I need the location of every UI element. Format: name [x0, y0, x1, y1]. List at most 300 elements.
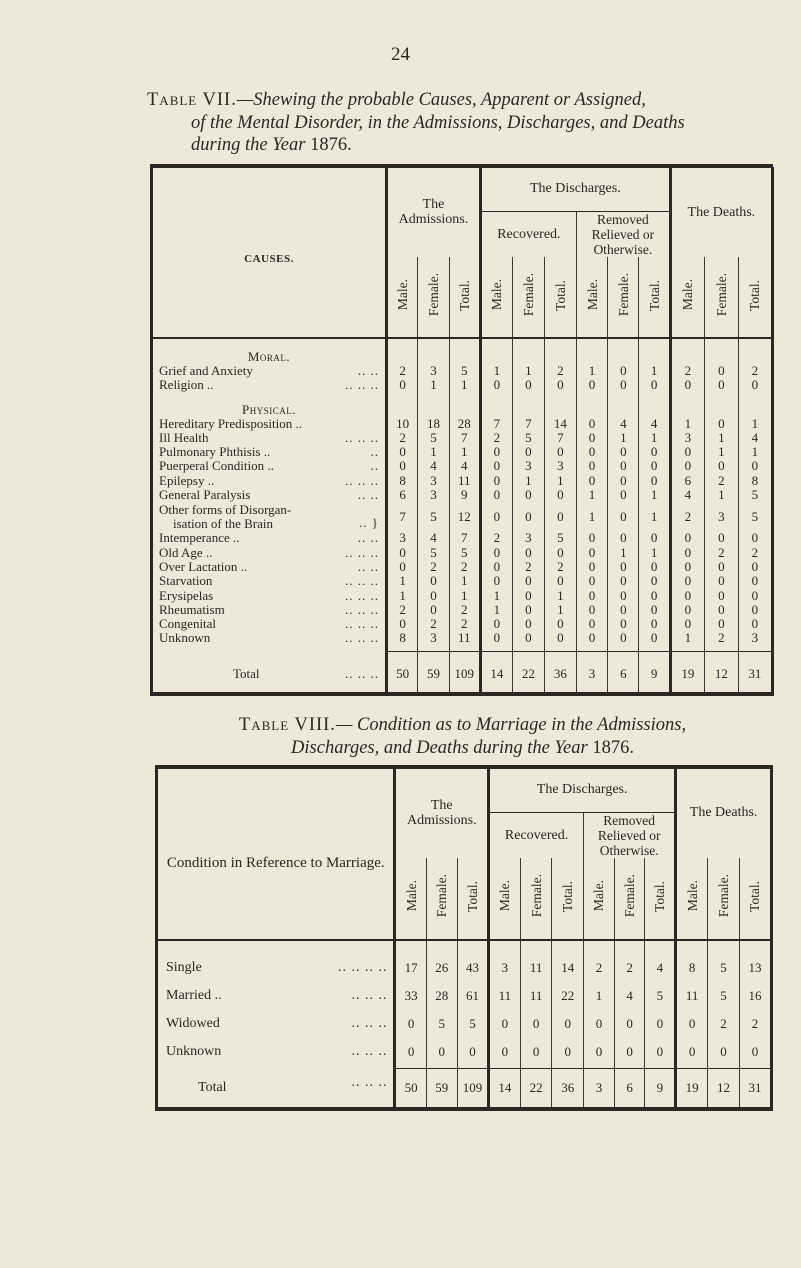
- value-cell: 1: [449, 378, 480, 392]
- leader-dots: .. .. ..: [345, 472, 379, 488]
- subheader-total: Total.: [552, 858, 584, 940]
- value-cell: 4: [418, 531, 449, 545]
- value-cell: 4: [738, 431, 772, 445]
- value-cell: 0: [520, 1038, 552, 1066]
- value-cell: 0: [708, 1038, 740, 1066]
- value-cell: 0: [480, 488, 512, 502]
- table-row: [152, 589, 773, 603]
- value-cell: 0: [544, 445, 576, 459]
- leader-dots: ..: [370, 458, 379, 474]
- value-cell: 0: [512, 502, 544, 531]
- value-cell: 1: [704, 445, 738, 459]
- value-cell: 0: [670, 603, 704, 617]
- value-cell: 2: [387, 364, 418, 378]
- value-cell: 0: [489, 1010, 521, 1038]
- leader-dots: .. ..: [357, 530, 379, 546]
- leader-dots: .. .. .. ..: [337, 959, 388, 975]
- leader-dots: .. .. ..: [345, 616, 379, 632]
- condition-label: Widowed .. .. ..: [157, 1010, 395, 1038]
- value-cell: 5: [426, 1010, 457, 1038]
- value-cell: 0: [608, 631, 639, 645]
- table-row: [152, 488, 773, 502]
- value-cell: 1: [670, 631, 704, 645]
- cause-label: Puerperal Condition .. ..: [152, 459, 387, 473]
- value-cell: 1: [576, 364, 607, 378]
- empty-cell: [449, 338, 480, 364]
- leader-dots: .. }: [359, 515, 379, 531]
- subheader-total: Total.: [544, 257, 576, 338]
- value-cell: 2: [704, 474, 738, 488]
- value-cell: 14: [544, 417, 576, 431]
- value-cell: 61: [457, 982, 488, 1010]
- value-cell: 0: [387, 546, 418, 560]
- table-row: [157, 982, 772, 1010]
- table-row: [152, 617, 773, 631]
- value-cell: 0: [676, 1010, 708, 1038]
- leader-dots: .. .. ..: [345, 429, 379, 445]
- value-cell: 0: [512, 631, 544, 645]
- value-cell: 0: [639, 603, 670, 617]
- value-cell: 2: [670, 364, 704, 378]
- subheader-male: Male.: [395, 858, 426, 940]
- table7-title-lead: Table VII.: [147, 90, 237, 110]
- value-cell: 2: [480, 431, 512, 445]
- leader-dots: ..: [370, 444, 379, 460]
- section-row: [152, 338, 773, 364]
- value-cell: 0: [576, 574, 607, 588]
- value-cell: 0: [512, 546, 544, 560]
- empty-cell: [704, 338, 738, 364]
- value-cell: 0: [608, 617, 639, 631]
- value-cell: 3: [738, 631, 772, 645]
- cause-label: Grief and Anxiety .. ..: [152, 364, 387, 378]
- cause-label: Religion .. .. .. ..: [152, 378, 387, 392]
- value-cell: 0: [480, 445, 512, 459]
- value-cell: 0: [576, 603, 607, 617]
- value-cell: 1: [480, 364, 512, 378]
- cause-label: Epilepsy .. .. .. ..: [152, 474, 387, 488]
- causes-header: CAUSES.: [152, 167, 387, 338]
- subheader-total: Total.: [738, 257, 772, 338]
- section-heading: Moral.: [152, 338, 387, 364]
- value-cell: 5: [544, 531, 576, 545]
- value-cell: 3: [584, 1069, 615, 1107]
- value-cell: 0: [512, 617, 544, 631]
- value-cell: 2: [704, 631, 738, 645]
- subheader-total: Total.: [739, 858, 771, 940]
- leader-dots: .. .. ..: [345, 587, 379, 603]
- value-cell: 1: [704, 431, 738, 445]
- value-cell: 11: [449, 474, 480, 488]
- value-cell: 31: [738, 652, 772, 696]
- value-cell: 2: [512, 560, 544, 574]
- discharges-header: The Discharges.: [480, 167, 670, 211]
- value-cell: 5: [708, 954, 740, 982]
- value-cell: 0: [512, 603, 544, 617]
- value-cell: 11: [489, 982, 521, 1010]
- value-cell: 0: [670, 531, 704, 545]
- value-cell: 0: [512, 488, 544, 502]
- empty-cell: [512, 393, 544, 417]
- value-cell: 36: [544, 652, 576, 696]
- table-row: [152, 378, 773, 392]
- value-cell: 36: [552, 1069, 584, 1107]
- value-cell: 2: [738, 546, 772, 560]
- value-cell: 1: [512, 474, 544, 488]
- value-cell: 1: [480, 589, 512, 603]
- value-cell: 0: [576, 589, 607, 603]
- value-cell: 1: [576, 488, 607, 502]
- leader-dots: .. .. ..: [345, 601, 379, 617]
- value-cell: 0: [670, 378, 704, 392]
- empty-cell: [704, 393, 738, 417]
- value-cell: 5: [645, 982, 676, 1010]
- section-heading: Physical.: [152, 393, 387, 417]
- subheader-female: Female.: [708, 858, 740, 940]
- value-cell: 0: [576, 417, 607, 431]
- value-cell: 0: [670, 617, 704, 631]
- table7-title-year: 1876.: [310, 135, 352, 155]
- value-cell: 19: [676, 1069, 708, 1107]
- value-cell: 0: [480, 459, 512, 473]
- value-cell: 0: [639, 574, 670, 588]
- value-cell: 28: [449, 417, 480, 431]
- table7-causes: [150, 167, 774, 696]
- value-cell: 1: [738, 417, 772, 431]
- value-cell: 0: [576, 617, 607, 631]
- subheader-female: Female.: [426, 858, 457, 940]
- value-cell: 1: [449, 589, 480, 603]
- value-cell: 14: [489, 1069, 521, 1107]
- value-cell: 0: [387, 378, 418, 392]
- table8-title-line2: Discharges, and Deaths during the Year: [291, 737, 588, 758]
- value-cell: 7: [512, 417, 544, 431]
- value-cell: 1: [670, 417, 704, 431]
- table8-title-text: — Condition as to Marriage in the Admissions,: [335, 715, 687, 735]
- value-cell: 0: [704, 417, 738, 431]
- value-cell: 0: [639, 531, 670, 545]
- value-cell: 11: [449, 631, 480, 645]
- value-cell: 0: [670, 560, 704, 574]
- subheader-male: Male.: [576, 257, 607, 338]
- empty-cell: [387, 393, 418, 417]
- value-cell: 1: [704, 488, 738, 502]
- value-cell: 0: [512, 378, 544, 392]
- value-cell: 0: [520, 1010, 552, 1038]
- value-cell: 26: [426, 954, 457, 982]
- subheader-male: Male.: [676, 858, 708, 940]
- value-cell: 0: [608, 574, 639, 588]
- empty-cell: [676, 940, 708, 954]
- value-cell: 0: [639, 474, 670, 488]
- cause-label: Pulmonary Phthisis .. ..: [152, 445, 387, 459]
- value-cell: 109: [449, 652, 480, 696]
- value-cell: 1: [639, 502, 670, 531]
- condition-label: Married .. .. .. ..: [157, 982, 395, 1010]
- value-cell: 4: [449, 459, 480, 473]
- value-cell: 0: [387, 617, 418, 631]
- value-cell: 0: [480, 502, 512, 531]
- table-row: [152, 502, 773, 531]
- condition-label: Unknown .. .. ..: [157, 1038, 395, 1066]
- table7-title: [147, 89, 777, 157]
- value-cell: 2: [708, 1010, 740, 1038]
- value-cell: 9: [449, 488, 480, 502]
- value-cell: 3: [418, 474, 449, 488]
- value-cell: 0: [704, 531, 738, 545]
- value-cell: 0: [639, 589, 670, 603]
- empty-cell: [418, 393, 449, 417]
- subheader-female: Female.: [418, 257, 449, 338]
- value-cell: 3: [418, 631, 449, 645]
- leader-dots: .. .. ..: [345, 573, 379, 589]
- value-cell: 3: [576, 652, 607, 696]
- value-cell: 0: [457, 1038, 488, 1066]
- value-cell: 2: [739, 1010, 771, 1038]
- value-cell: 22: [512, 652, 544, 696]
- value-cell: 11: [520, 954, 552, 982]
- empty-cell: [395, 940, 426, 954]
- value-cell: 0: [704, 589, 738, 603]
- value-cell: 0: [576, 459, 607, 473]
- value-cell: 0: [576, 378, 607, 392]
- value-cell: 19: [670, 652, 704, 696]
- value-cell: 0: [704, 364, 738, 378]
- cause-label: Congenital .. .. ..: [152, 617, 387, 631]
- empty-cell: [670, 338, 704, 364]
- value-cell: 14: [552, 954, 584, 982]
- table7-title-line2: of the Mental Disorder, in the Admissions, Discharges, and Deaths: [191, 112, 685, 133]
- leader-dots: .. ..: [357, 487, 379, 503]
- value-cell: 0: [584, 1038, 615, 1066]
- value-cell: 0: [544, 378, 576, 392]
- value-cell: 7: [544, 431, 576, 445]
- value-cell: 4: [645, 954, 676, 982]
- value-cell: 1: [387, 574, 418, 588]
- empty-cell: [639, 338, 670, 364]
- value-cell: 1: [639, 546, 670, 560]
- table8-title: [150, 714, 775, 759]
- cause-label: General Paralysis .. ..: [152, 488, 387, 502]
- value-cell: 1: [544, 603, 576, 617]
- value-cell: 0: [670, 459, 704, 473]
- value-cell: 1: [544, 474, 576, 488]
- value-cell: 2: [614, 954, 645, 982]
- table8-bottom-rule: [155, 1107, 773, 1111]
- value-cell: 0: [418, 574, 449, 588]
- value-cell: 0: [608, 502, 639, 531]
- value-cell: 0: [512, 574, 544, 588]
- value-cell: 0: [639, 617, 670, 631]
- value-cell: 0: [544, 617, 576, 631]
- value-cell: 0: [645, 1010, 676, 1038]
- value-cell: 0: [489, 1038, 521, 1066]
- value-cell: 0: [704, 574, 738, 588]
- value-cell: 31: [739, 1069, 771, 1107]
- value-cell: 7: [449, 531, 480, 545]
- leader-dots: .. ..: [357, 363, 379, 378]
- value-cell: 0: [738, 574, 772, 588]
- value-cell: 50: [395, 1069, 426, 1107]
- cause-label: Unknown .. .. ..: [152, 631, 387, 645]
- value-cell: 28: [426, 982, 457, 1010]
- value-cell: 13: [739, 954, 771, 982]
- leader-dots: .. ..: [357, 558, 379, 574]
- value-cell: 0: [704, 603, 738, 617]
- value-cell: 2: [704, 546, 738, 560]
- cause-label: Other forms of Disorgan- isation of the Brain .. }: [152, 502, 387, 531]
- table-row: [152, 445, 773, 459]
- value-cell: 0: [639, 378, 670, 392]
- value-cell: 5: [449, 546, 480, 560]
- table-row: [152, 431, 773, 445]
- discharges-header: The Discharges.: [489, 768, 676, 812]
- removed-header: Removed Relieved or Otherwise.: [576, 211, 670, 257]
- leader-dots: .. .. ..: [351, 1015, 388, 1031]
- value-cell: 3: [512, 459, 544, 473]
- value-cell: 6: [608, 652, 639, 696]
- value-cell: 2: [544, 364, 576, 378]
- value-cell: 0: [387, 459, 418, 473]
- value-cell: 0: [639, 459, 670, 473]
- subheader-total: Total.: [449, 257, 480, 338]
- cause-label: Ill Health .. .. ..: [152, 431, 387, 445]
- value-cell: 1: [418, 445, 449, 459]
- value-cell: 0: [552, 1038, 584, 1066]
- subheader-total: Total.: [645, 858, 676, 940]
- value-cell: 16: [739, 982, 771, 1010]
- recovered-header: Recovered.: [480, 211, 576, 257]
- value-cell: 2: [449, 617, 480, 631]
- cause-label: Old Age .. .. .. ..: [152, 546, 387, 560]
- cause-label: Rheumatism .. .. ..: [152, 603, 387, 617]
- table-row: [152, 574, 773, 588]
- value-cell: 5: [512, 431, 544, 445]
- value-cell: 0: [738, 560, 772, 574]
- value-cell: 3: [489, 954, 521, 982]
- value-cell: 50: [387, 652, 418, 696]
- condition-header: Condition in Reference to Marriage.: [157, 768, 395, 940]
- value-cell: 2: [544, 560, 576, 574]
- cause-label: Starvation .. .. ..: [152, 574, 387, 588]
- value-cell: 0: [738, 378, 772, 392]
- value-cell: 0: [704, 459, 738, 473]
- empty-cell: [645, 940, 676, 954]
- value-cell: 1: [639, 364, 670, 378]
- value-cell: 3: [512, 531, 544, 545]
- value-cell: 0: [614, 1010, 645, 1038]
- subheader-male: Male.: [670, 257, 704, 338]
- value-cell: 5: [418, 546, 449, 560]
- empty-cell: [489, 940, 521, 954]
- page-number: 24: [391, 44, 410, 65]
- value-cell: 0: [639, 560, 670, 574]
- value-cell: 0: [738, 459, 772, 473]
- value-cell: 0: [480, 560, 512, 574]
- value-cell: 0: [584, 1010, 615, 1038]
- value-cell: 0: [576, 531, 607, 545]
- value-cell: 59: [426, 1069, 457, 1107]
- value-cell: 2: [480, 531, 512, 545]
- empty-cell: [639, 393, 670, 417]
- table7-title-text: —Shewing the probable Causes, Apparent or Assigned,: [236, 90, 646, 110]
- leader-dots: .. .. ..: [345, 544, 379, 560]
- empty-cell: [418, 338, 449, 364]
- value-cell: 0: [418, 589, 449, 603]
- value-cell: 0: [395, 1038, 426, 1066]
- table8-title-year: 1876.: [592, 737, 634, 758]
- removed-header: Removed Relieved or Otherwise.: [584, 812, 676, 858]
- value-cell: 1: [418, 378, 449, 392]
- value-cell: 0: [395, 1010, 426, 1038]
- total-label: Total .. .. ..: [152, 652, 387, 696]
- value-cell: 0: [670, 589, 704, 603]
- section-row: [152, 393, 773, 417]
- admissions-header: The Admissions.: [387, 167, 481, 257]
- value-cell: 0: [387, 560, 418, 574]
- leader-dots: .. .. ..: [345, 630, 379, 646]
- table-row: [152, 459, 773, 473]
- value-cell: 0: [670, 546, 704, 560]
- value-cell: 3: [387, 531, 418, 545]
- empty-cell: [544, 393, 576, 417]
- value-cell: 0: [670, 445, 704, 459]
- value-cell: 7: [480, 417, 512, 431]
- value-cell: 8: [738, 474, 772, 488]
- value-cell: 5: [738, 488, 772, 502]
- value-cell: 14: [480, 652, 512, 696]
- value-cell: 0: [639, 445, 670, 459]
- table-row: [152, 531, 773, 545]
- value-cell: 0: [576, 631, 607, 645]
- value-cell: 0: [676, 1038, 708, 1066]
- value-cell: 3: [418, 488, 449, 502]
- value-cell: 6: [614, 1069, 645, 1107]
- value-cell: 6: [670, 474, 704, 488]
- value-cell: 22: [520, 1069, 552, 1107]
- table7-bottom-rule: [150, 692, 773, 696]
- value-cell: 4: [608, 417, 639, 431]
- leader-dots: .. .. ..: [345, 377, 379, 393]
- value-cell: 18: [418, 417, 449, 431]
- value-cell: 0: [480, 631, 512, 645]
- value-cell: 4: [418, 459, 449, 473]
- value-cell: 59: [418, 652, 449, 696]
- value-cell: 1: [639, 431, 670, 445]
- value-cell: 9: [639, 652, 670, 696]
- value-cell: 0: [739, 1038, 771, 1066]
- subheader-male: Male.: [387, 257, 418, 338]
- empty-cell: [520, 940, 552, 954]
- value-cell: 0: [544, 546, 576, 560]
- empty-cell: [449, 393, 480, 417]
- empty-cell: [426, 940, 457, 954]
- value-cell: 0: [608, 378, 639, 392]
- value-cell: 0: [608, 589, 639, 603]
- value-cell: 6: [387, 488, 418, 502]
- subheader-total: Total.: [457, 858, 488, 940]
- value-cell: 0: [480, 474, 512, 488]
- value-cell: 0: [645, 1038, 676, 1066]
- value-cell: 9: [645, 1069, 676, 1107]
- table-row: [157, 1010, 772, 1038]
- admissions-header: The Admissions.: [395, 768, 489, 858]
- value-cell: 4: [670, 488, 704, 502]
- value-cell: 0: [608, 531, 639, 545]
- value-cell: 1: [387, 589, 418, 603]
- value-cell: 0: [480, 617, 512, 631]
- deaths-header: The Deaths.: [676, 768, 772, 858]
